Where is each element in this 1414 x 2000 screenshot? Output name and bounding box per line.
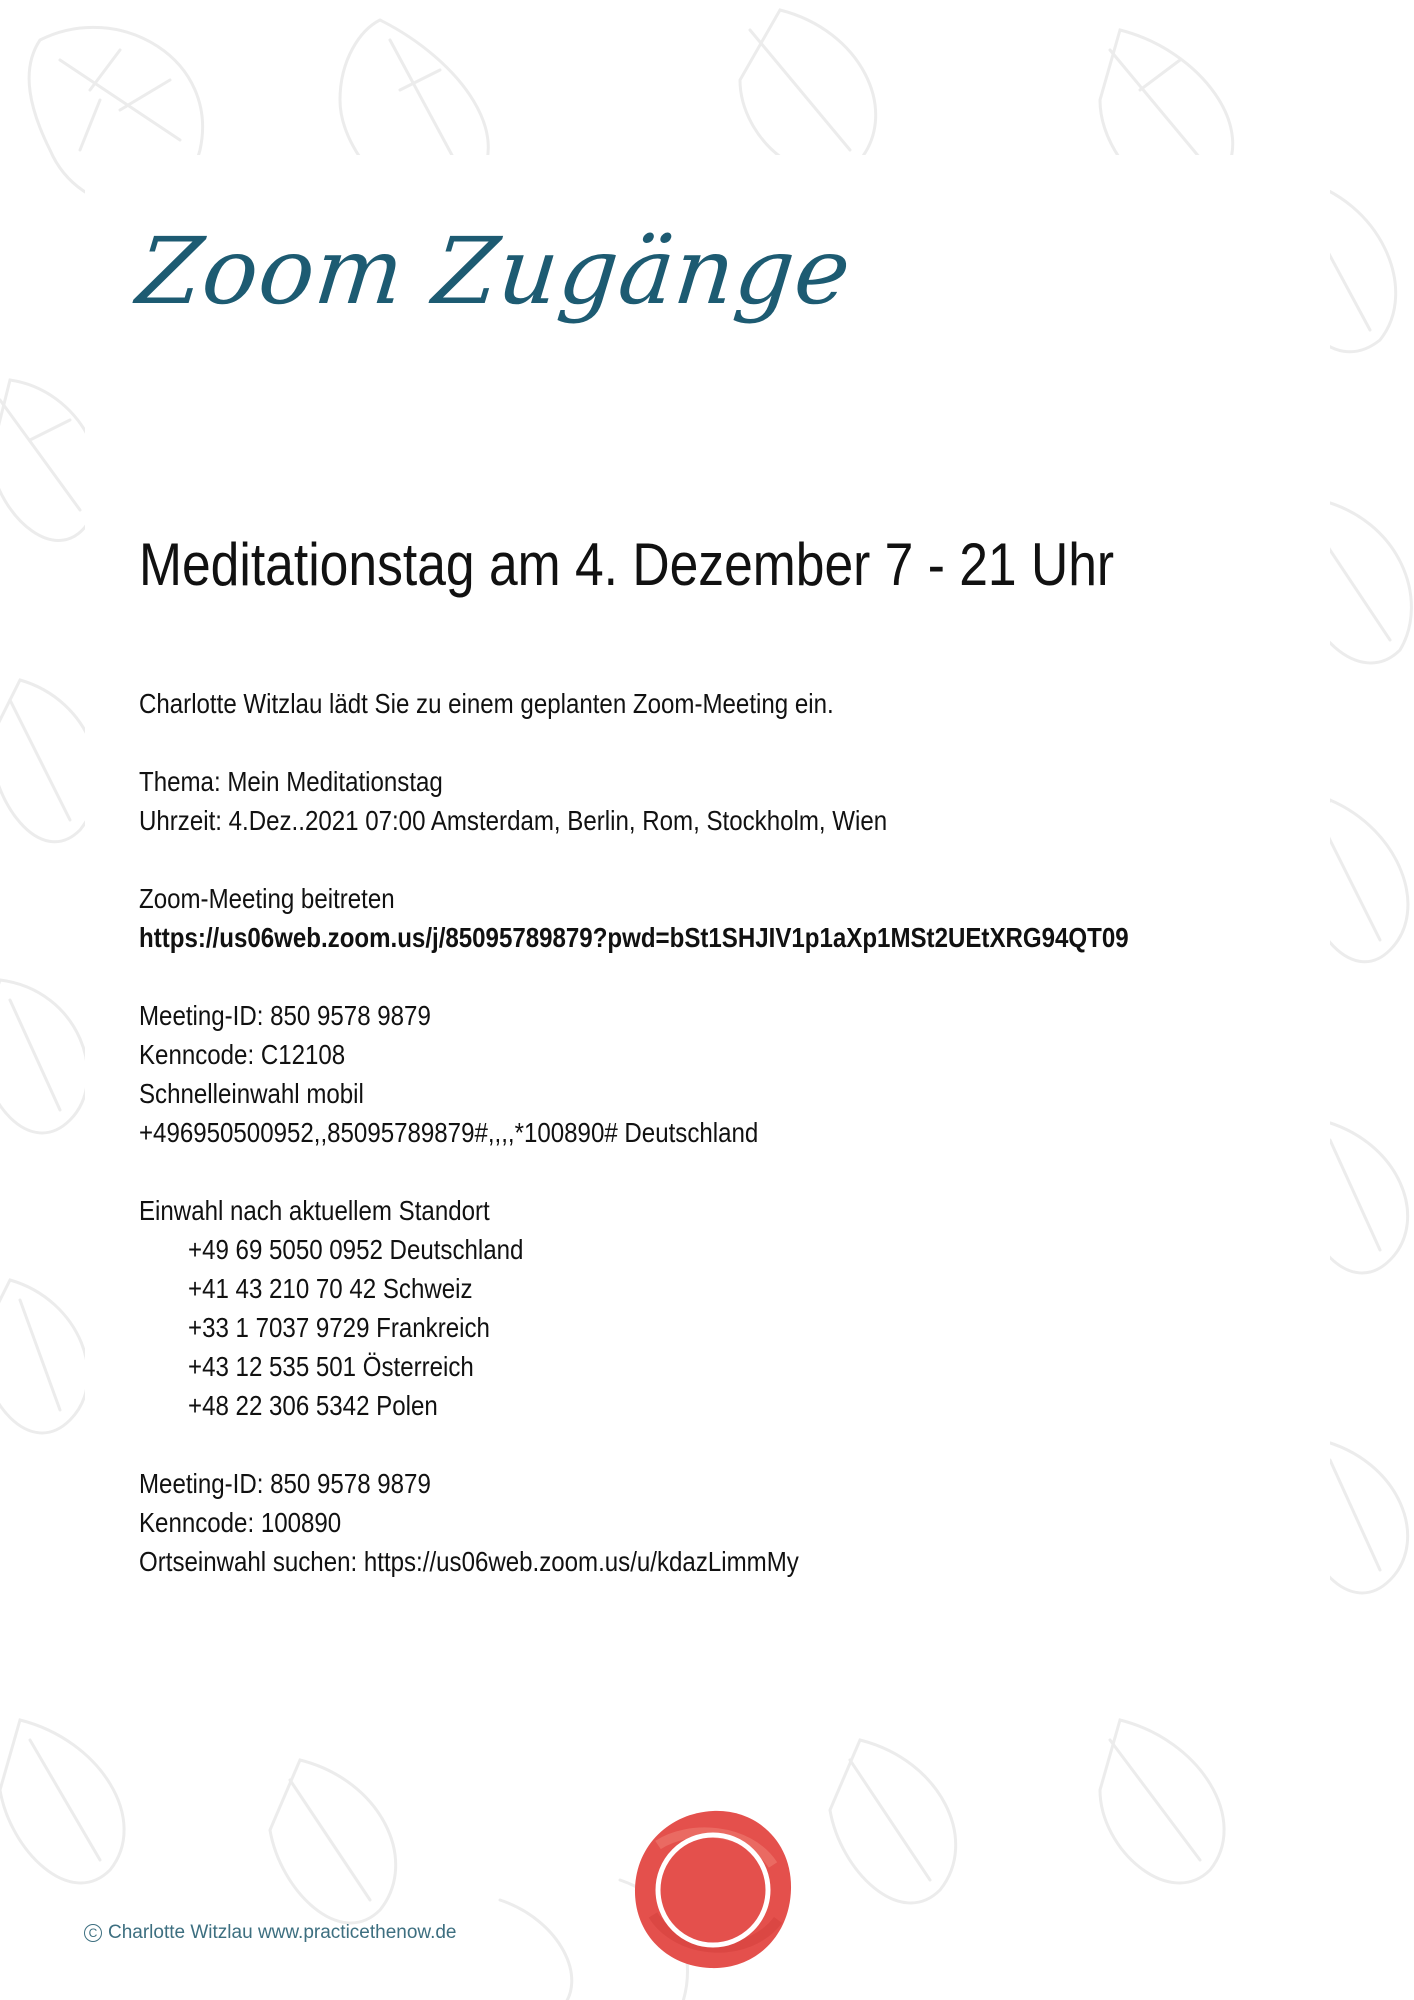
join-link[interactable]: https://us06web.zoom.us/j/85095789879?pwd=bSt1SHJIV1p1aXp1MSt2UEtXRG94QT09	[139, 922, 1129, 953]
copyright-icon: C	[84, 1924, 102, 1942]
script-title: Zoom Zugänge	[132, 218, 857, 325]
local-number-lookup[interactable]: Ortseinwahl suchen: https://us06web.zoom.us/u/kdazLimmMy	[139, 1546, 799, 1577]
dial-number-poland: +48 22 306 5342 Polen	[188, 1390, 438, 1421]
meeting-time: Uhrzeit: 4.Dez..2021 07:00 Amsterdam, Berlin, Rom, Stockholm, Wien	[139, 805, 888, 836]
quick-dial-number: +496950500952,,85095789879#,,,,*100890# Deutschland	[139, 1117, 759, 1148]
dial-by-location-label: Einwahl nach aktuellem Standort	[139, 1195, 490, 1226]
meeting-id-second: Meeting-ID: 850 9578 9879	[139, 1468, 431, 1499]
dial-number-germany: +49 69 5050 0952 Deutschland	[188, 1234, 524, 1265]
meeting-id-first: Meeting-ID: 850 9578 9879	[139, 1000, 431, 1031]
watercolor-circle-badge	[628, 1805, 798, 1975]
passcode-first: Kenncode: C12108	[139, 1039, 346, 1070]
event-heading: Meditationstag am 4. Dezember 7 - 21 Uhr	[139, 531, 1115, 598]
join-label: Zoom-Meeting beitreten	[139, 883, 395, 914]
invite-intro: Charlotte Witzlau lädt Sie zu einem geplanten Zoom-Meeting ein.	[139, 688, 834, 719]
passcode-second: Kenncode: 100890	[139, 1507, 342, 1538]
footer-text[interactable]: Charlotte Witzlau www.practicethenow.de	[108, 1922, 457, 1943]
dial-number-france: +33 1 7037 9729 Frankreich	[188, 1312, 490, 1343]
dial-number-switzerland: +41 43 210 70 42 Schweiz	[188, 1273, 473, 1304]
footer	[84, 1922, 457, 1944]
meeting-topic: Thema: Mein Meditationstag	[139, 766, 443, 797]
quick-dial-label: Schnelleinwahl mobil	[139, 1078, 364, 1109]
invitation-body	[139, 684, 1129, 1581]
dial-number-austria: +43 12 535 501 Österreich	[188, 1351, 474, 1382]
